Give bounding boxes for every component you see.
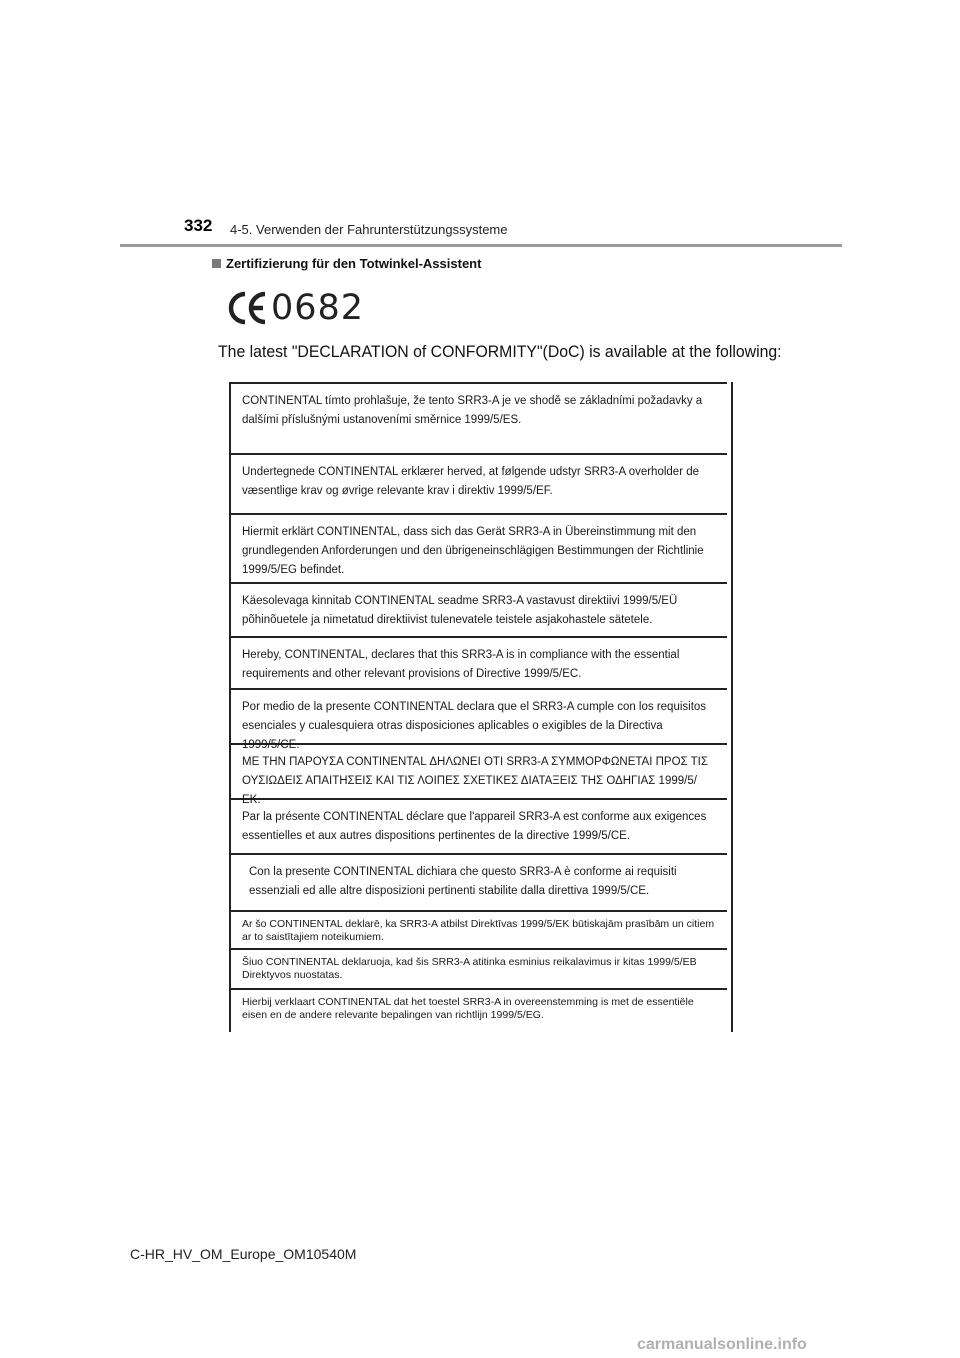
declaration-danish: Undertegnede CONTINENTAL erklærer herved, at følgende udstyr SRR3-A overholder de væsentlige krav og øvrige relevante krav i direktiv 1999/5/EF.: [231, 455, 727, 515]
declaration-italian: Con la presente CONTINENTAL dichiara che questo SRR3-A è conforme ai requisiti essenziali ed alle altre disposizioni pertinenti stabilite dalla direttiva 1999/5/CE.: [231, 855, 727, 912]
declaration-english: Hereby, CONTINENTAL, declares that this SRR3-A is in compliance with the essential requirements and other relevant provisions of Directive 1999/5/EC.: [231, 638, 727, 690]
square-bullet-icon: [212, 259, 221, 268]
declaration-french: Par la présente CONTINENTAL déclare que l'appareil SRR3-A est conforme aux exigences essentielles et aux autres dispositions pertinentes de la directive 1999/5/CE.: [231, 800, 727, 855]
declaration-greek: ΜΕ ΤΗΝ ΠΑΡΟΥΣΑ CONTINENTAL ΔΗΛΩΝΕΙ ΟΤΙ SRR3-A ΣΥΜΜΟΡΦΩΝΕΤΑΙ ΠΡΟΣ ΤΙΣ ΟΥΣΙΩΔΕΙΣ ΑΠΑΙΤΗΣΕΙΣ ΚΑΙ ΤΙΣ ΛΟΙΠΕΣ ΣΧΕΤΙΚΕΣ ΔΙΑΤΑΞΕΙΣ ΤΗΣ ΟΔΗΓΙΑΣ 1999/5/ΕΚ.: [231, 745, 727, 800]
declaration-lithuanian: Šiuo CONTINENTAL deklaruoja, kad šis SRR3-A atitinka esminius reikalavimus ir kitas 1999/5/EB Direktyvos nuostatas.: [231, 950, 727, 990]
ce-mark: [228, 288, 364, 328]
declaration-estonian: Käesolevaga kinnitab CONTINENTAL seadme SRR3-A vastavust direktiivi 1999/5/EÜ põhinõuetele ja nimetatud direktiivist tulenevatele teistele asjakohastele sätetele.: [231, 584, 727, 638]
declaration-dutch: Hierbij verklaart CONTINENTAL dat het toestel SRR3-A in overeenstemming is met de essentiële eisen en de andere relevante bepalingen van richtlijn 1999/5/EG.: [242, 996, 694, 1021]
declaration-spanish: Por medio de la presente CONTINENTAL declara que el SRR3-A cumple con los requisitos esenciales y cualesquiera otras disposiciones aplicables o exigibles de la Directiva 1999/5/CE.: [231, 690, 727, 745]
header-divider: [120, 244, 842, 247]
declarations-panel: [229, 382, 733, 1032]
watermark: carmanualsonline.info: [637, 1336, 807, 1353]
chapter-title: 4-5. Verwenden der Fahrunterstützungssysteme: [230, 222, 508, 237]
section-heading: [212, 256, 481, 271]
declaration-intro: The latest "DECLARATION of CONFORMITY"(DoC) is available at the following:: [218, 342, 782, 361]
declaration-czech: CONTINENTAL tímto prohlašuje, že tento SRR3-A je ve shodě se základními požadavky a dalšími příslušnými ustanoveními směrnice 1999/5/ES.: [231, 382, 727, 455]
ce-logo-icon: [228, 290, 268, 326]
section-heading-text: Zertifizierung für den Totwinkel-Assistent: [226, 256, 482, 271]
page-number: 332: [184, 216, 213, 235]
declaration-latvian: Ar šo CONTINENTAL deklarē, ka SRR3-A atbilst Direktīvas 1999/5/EK būtiskajām prasībām un citiem ar to saistītajiem noteikumiem.: [231, 912, 727, 950]
declaration-german: Hiermit erklärt CONTINENTAL, dass sich das Gerät SRR3-A in Übereinstimmung mit den grundlegenden Anforderungen und den übrigeneinschlägigen Bestimmungen der Richtlinie 1999/5/EG befindet.: [231, 515, 727, 584]
notified-body-number: 0682: [271, 288, 365, 328]
document-code: C-HR_HV_OM_Europe_OM10540M: [130, 1246, 357, 1262]
